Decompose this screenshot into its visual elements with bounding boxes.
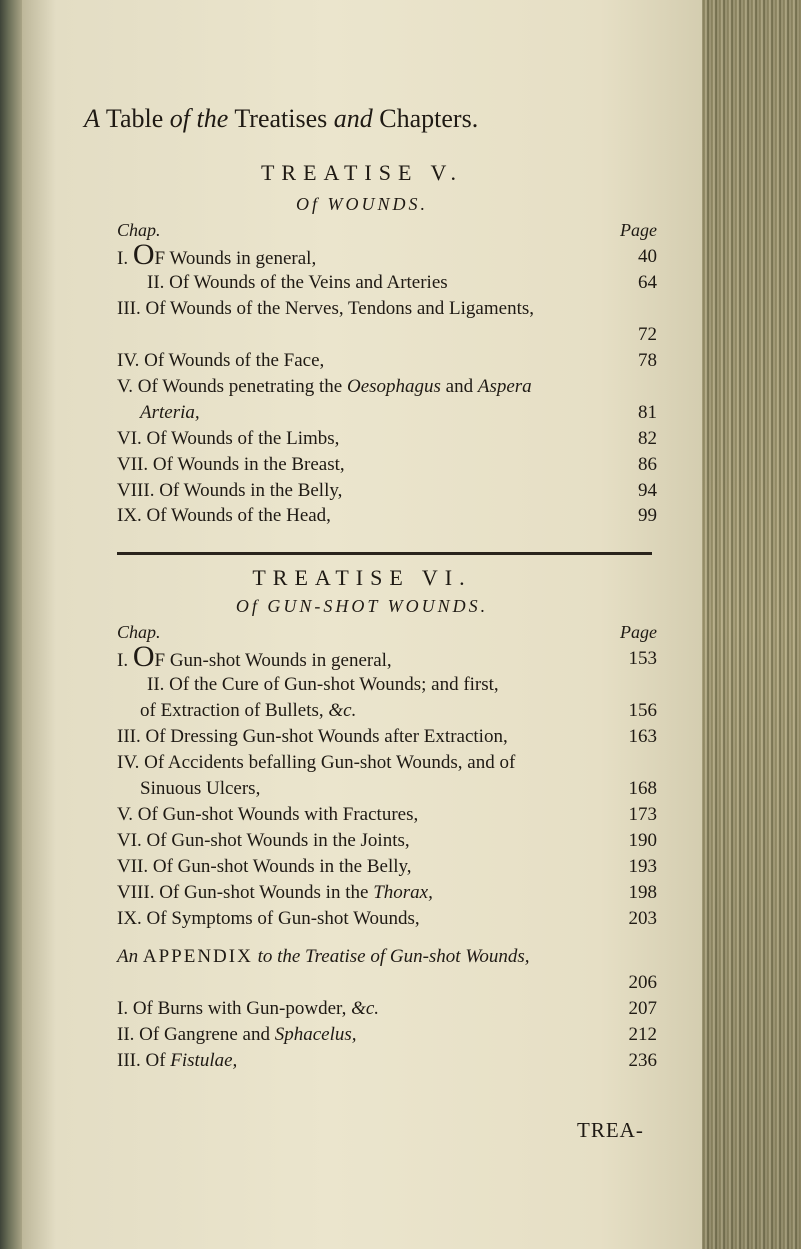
section-divider <box>117 552 652 555</box>
contents-row: VIII. Of Gun-shot Wounds in the Thorax, 198 <box>117 882 657 903</box>
contents-row: VI. Of Gun-shot Wounds in the Joints, 190 <box>117 830 657 851</box>
contents-row: II. Of the Cure of Gun-shot Wounds; and first, <box>147 674 499 695</box>
contents-row: III. Of Dressing Gun-shot Wounds after Extraction, 163 <box>117 726 657 747</box>
contents-row: II. Of Wounds of the Veins and Arteries 64 <box>147 272 657 293</box>
contents-row: IV. Of Accidents befalling Gun-shot Wounds, and of <box>117 752 516 773</box>
treatise-5-subtitle: Of WOUNDS. <box>296 194 428 214</box>
contents-row: VII. Of Gun-shot Wounds in the Belly, 193 <box>117 856 657 877</box>
contents-row: IV. Of Wounds of the Face, 78 <box>117 350 657 371</box>
contents-row: Sinuous Ulcers, 168 <box>140 778 657 799</box>
contents-row: VI. Of Wounds of the Limbs, 82 <box>117 428 657 449</box>
appendix-heading: An APPENDIX to the Treatise of Gun-shot Wounds, <box>117 946 530 967</box>
contents-row: IX. Of Symptoms of Gun-shot Wounds, 203 <box>117 908 657 929</box>
contents-row: Arteria, 81 <box>140 402 657 423</box>
contents-row: VII. Of Wounds in the Breast, 86 <box>117 454 657 475</box>
header-row: Chap. Page <box>117 220 657 240</box>
book-page <box>22 0 702 1249</box>
contents-row: III. Of Fistulae, 236 <box>117 1050 657 1071</box>
contents-row: V. Of Gun-shot Wounds with Fractures, 173 <box>117 804 657 825</box>
page-edges <box>702 0 801 1249</box>
appendix-page: 206 <box>628 972 657 993</box>
treatise-6-heading: TREATISE VI. <box>252 565 472 590</box>
header-row: Chap. Page <box>117 622 657 642</box>
book-gutter <box>0 0 22 1249</box>
contents-row: 72 <box>638 324 657 345</box>
contents-row: I. Of Burns with Gun-powder, &c. 207 <box>117 998 657 1019</box>
contents-row: I. OF Gun-shot Wounds in general, 153 <box>117 640 657 673</box>
contents-row: of Extraction of Bullets, &c. 156 <box>140 700 657 721</box>
page-title: A Table of the Treatises and Chapters. <box>84 104 479 133</box>
contents-row: III. Of Wounds of the Nerves, Tendons and Ligaments, <box>117 298 534 319</box>
contents-row: II. Of Gangrene and Sphacelus, 212 <box>117 1024 657 1045</box>
contents-row: VIII. Of Wounds in the Belly, 94 <box>117 480 657 501</box>
catchword: TREA- <box>577 1118 644 1142</box>
contents-row: IX. Of Wounds of the Head, 99 <box>117 505 657 526</box>
contents-row: I. OF Wounds in general, 40 <box>117 238 657 271</box>
treatise-5-heading: TREATISE V. <box>260 160 464 185</box>
treatise-6-subtitle: Of GUN-SHOT WOUNDS. <box>235 596 489 616</box>
contents-row: V. Of Wounds penetrating the Oesophagus and Aspera <box>117 376 532 397</box>
